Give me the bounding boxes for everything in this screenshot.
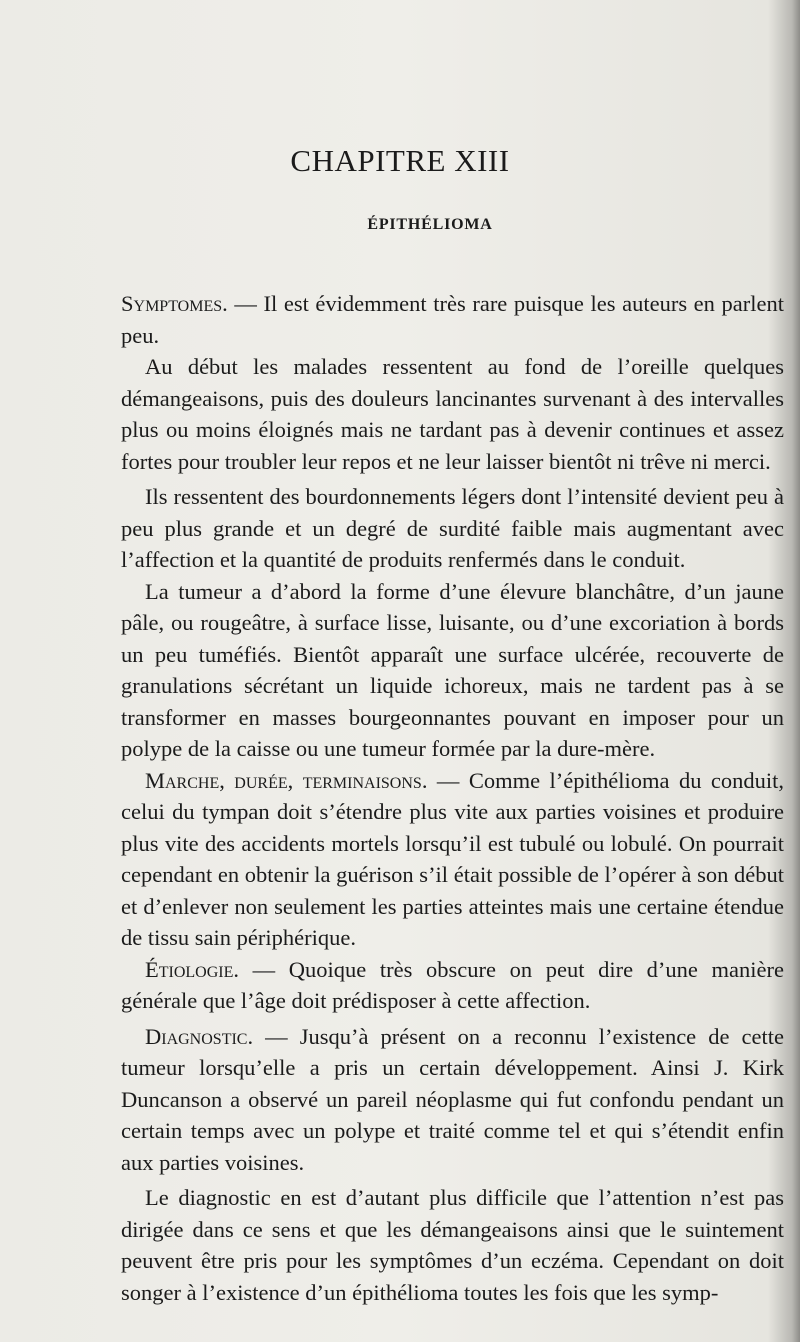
paragraph-symptomes (121, 288, 784, 351)
paragraph-diagnostic-difficile: Le diagnostic en est d’autant plus difficile que l’attention n’est pas dirigée dans ce sens et que les démangeaisons ainsi que le suintement peuvent être pris pour les symptômes d’un eczéma. Cependant on doit songer à l’existence d’un épithélioma toutes les fois que les symp- (121, 1185, 784, 1305)
heading-diagnostic: Diagnostic. (145, 1023, 254, 1049)
paragraph-diagnostic (121, 1021, 784, 1179)
chapter-title: CHAPITRE XIII (290, 143, 510, 178)
paragraph-text: — Il est évidemment très rare puisque les auteurs en parlent peu. (121, 291, 784, 348)
page-body-text (121, 288, 784, 1308)
paragraph-text: — Jusqu’à présent on a reconnu l’existence de cette tumeur lorsqu’elle a pris un certain développement. Ainsi J. Kirk Duncanson a observé un pareil néoplasme qui fut confondu pendant un certain temps avec un polype et traité comme tel et qui s’étendit enfin aux parties voisines. (121, 1023, 785, 1175)
paragraph-tumeur: La tumeur a d’abord la forme d’une élevure blanchâtre, d’un jaune pâle, ou rougeâtre, à surface lisse, luisante, ou d’une excoriation à bords un peu tuméfiés. Bientôt apparaît une surface ulcérée, recouverte de granulations sécrétant un liquide ichoreux, mais ne tardent pas à se transformer en masses bourgeonnantes pouvant en imposer pour un polype de la caisse ou une tumeur formée par la dure-mère. (121, 578, 784, 761)
heading-symptomes: Symptomes. (121, 291, 228, 316)
heading-etiologie: Étiologie. (145, 956, 240, 982)
paragraph-bourdonnements: Ils ressentent des bourdonnements légers dont l’intensité devient peu à peu plus grande et un degré de surdité faible mais augmentant avec l’affection et la quantité de produits renfermés dans le conduit. (121, 484, 784, 572)
paragraph-debut: Au début les malades ressentent au fond de l’oreille quelques démangeaisons, puis des douleurs lancinantes survenant à des intervalles plus ou moins éloignés mais ne tardant pas à devenir continues et assez fortes pour troubler leur repos et ne leur laisser bientôt ni trêve ni merci. (121, 354, 784, 474)
paragraph-marche (121, 765, 784, 954)
paragraph-text: — Comme l’épithélioma du conduit, celui du tympan doit s’étendre plus vite aux parties voisines et produire plus vite des accidents mortels lorsqu’il est tubulé ou lobulé. On pourrait cependant en obtenir la guérison s’il était possible de l’opérer à son début et d’enlever non seulement les parties atteintes mais une certaine étendue de tissu sain périphérique. (121, 767, 785, 950)
section-title: ÉPITHÉLIOMA (367, 216, 493, 233)
heading-marche: Marche, durée, terminaisons. (145, 767, 428, 793)
paragraph-text: — Quoique très obscure on peut dire d’une manière générale que l’âge doit prédisposer à cette affection. (121, 956, 784, 1013)
paragraph-etiologie (121, 954, 784, 1017)
